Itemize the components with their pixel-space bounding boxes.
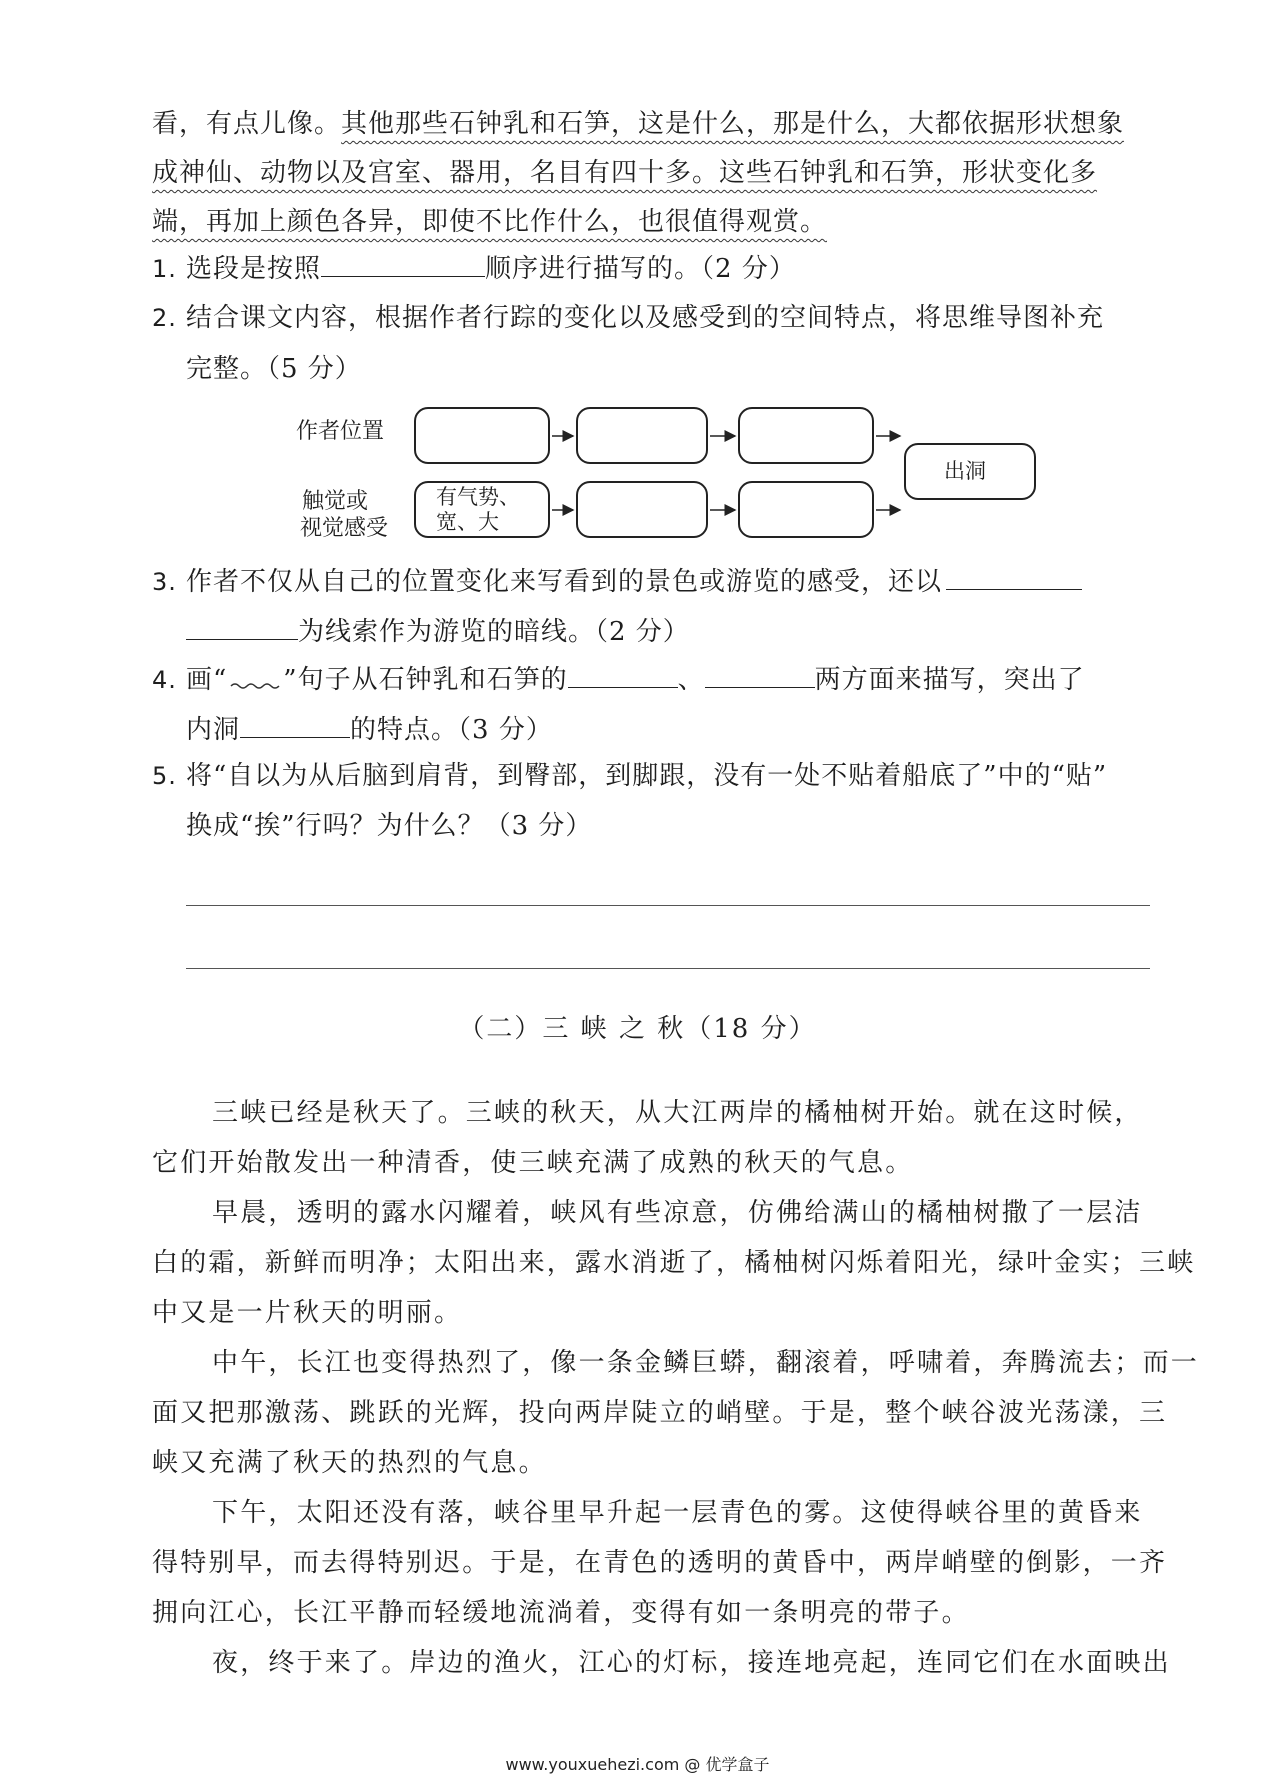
passage-line-1-wavy: 其他那些石钟乳和石笋，这是什么，那是什么，大都依据形状想象: [341, 109, 1125, 139]
question-5-number: 5.: [152, 762, 177, 790]
passage-line: 峡又充满了秋天的热烈的气息。: [152, 1448, 547, 1478]
wavy-line-icon: [227, 662, 283, 688]
question-4-pre: 画“: [186, 665, 228, 695]
passage-line: 中午，长江也变得热烈了，像一条金鳞巨蟒，翻滚着，呼啸着，奔腾流去；而一: [212, 1348, 1200, 1378]
passage-line: 它们开始散发出一种清香，使三峡充满了成熟的秋天的气息。: [152, 1148, 914, 1178]
question-3-line-1: [152, 562, 1082, 602]
passage-line: 中又是一片秋天的明丽。: [152, 1298, 463, 1328]
question-3-text-1: 作者不仅从自己的位置变化来写看到的景色或游览的感受，还以: [186, 567, 943, 597]
question-4-line-2: [186, 710, 553, 750]
question-4-blank-b[interactable]: [705, 661, 815, 688]
question-5-line-1: [152, 756, 1107, 796]
passage-line-1-plain: 看，有点儿像。: [152, 109, 342, 139]
question-4-post: 两方面来描写，突出了: [814, 665, 1085, 695]
answer-line-2[interactable]: [186, 968, 1150, 969]
question-3-blank-a[interactable]: [946, 563, 1082, 590]
question-2-line-2: 完整。（5 分）: [186, 354, 362, 384]
question-4-line-1: [152, 660, 1085, 700]
question-3-text-2: 为线索作为游览的暗线。（2 分）: [298, 617, 690, 647]
question-4-line2-pre: 内洞: [186, 715, 241, 745]
mind-map-row2-label-2: 视觉感受: [300, 516, 389, 541]
answer-line-1[interactable]: [186, 905, 1150, 906]
question-4-sep: 、: [677, 665, 705, 695]
footer-watermark: www.youxuehezi.com @ 优学盒子: [505, 1755, 770, 1774]
question-1-post: 顺序进行描写的。（2 分）: [485, 254, 796, 284]
passage-line: 得特别早，而去得特别迟。于是，在青色的透明的黄昏中，两岸峭壁的倒影，一齐: [152, 1548, 1168, 1578]
mind-map-filled-text-1: 有气势、: [436, 485, 520, 509]
section-title: （二）三 峡 之 秋（18 分）: [458, 1014, 817, 1044]
question-4-blank-a[interactable]: [568, 661, 678, 688]
passage-line: 早晨，透明的露水闪耀着，峡风有些凉意，仿佛给满山的橘柚树撒了一层洁: [212, 1198, 1143, 1228]
passage-line: 面又把那激荡、跳跃的光辉，投向两岸陡立的峭壁。于是，整个峡谷波光荡漾，三: [152, 1398, 1168, 1428]
question-2-text-1: 结合课文内容，根据作者行踪的变化以及感受到的空间特点，将思维导图补充: [186, 303, 1105, 333]
question-2-number: 2.: [152, 304, 177, 332]
mind-map-row1-label: 作者位置: [296, 419, 385, 444]
passage-line: 白的霜，新鲜而明净；太阳出来，露水消逝了，橘柚树闪烁着阳光，绿叶金实；三峡: [152, 1248, 1196, 1278]
question-4-mid: ”句子从石钟乳和石笋的: [283, 665, 568, 695]
question-1-pre: 选段是按照: [186, 254, 322, 284]
passage-line: 夜，终于来了。岸边的渔火，江心的灯标，接连地亮起，连同它们在水面映出: [212, 1648, 1171, 1678]
question-3-number: 3.: [152, 568, 177, 596]
passage-line: 拥向江心，长江平静而轻缓地流淌着，变得有如一条明亮的带子。: [152, 1598, 970, 1628]
question-4-blank-c[interactable]: [240, 711, 350, 738]
question-3-line-2: [186, 612, 690, 652]
question-5-line-2: 换成“挨”行吗？为什么？（3 分）: [186, 811, 593, 841]
passage-line-2-wavy: 成神仙、动物以及宫室、器用，名目有四十多。这些石钟乳和石笋，形状变化多: [152, 158, 1098, 188]
question-1-number: 1.: [152, 255, 177, 283]
passage-line-3-wavy: 端，再加上颜色各异，即使不比作什么，也很值得观赏。: [152, 207, 828, 237]
question-4-number: 4.: [152, 666, 177, 694]
mind-map-filled-text-2: 宽、大: [436, 510, 499, 534]
mind-map-end-text: 出洞: [944, 459, 986, 483]
question-5-text-1: 将“自以为从后脑到肩背，到臀部，到脚跟，没有一处不贴着船底了”中的“贴”: [186, 761, 1108, 791]
passage-line: 下午，太阳还没有落，峡谷里早升起一层青色的雾。这使得峡谷里的黄昏来: [212, 1498, 1143, 1528]
question-4-line2-post: 的特点。（3 分）: [350, 715, 553, 745]
question-3-blank-b[interactable]: [186, 613, 298, 640]
passage-line: 三峡已经是秋天了。三峡的秋天，从大江两岸的橘柚树开始。就在这时候，: [212, 1098, 1143, 1128]
mind-map-row2-label-1: 触觉或: [302, 489, 369, 514]
